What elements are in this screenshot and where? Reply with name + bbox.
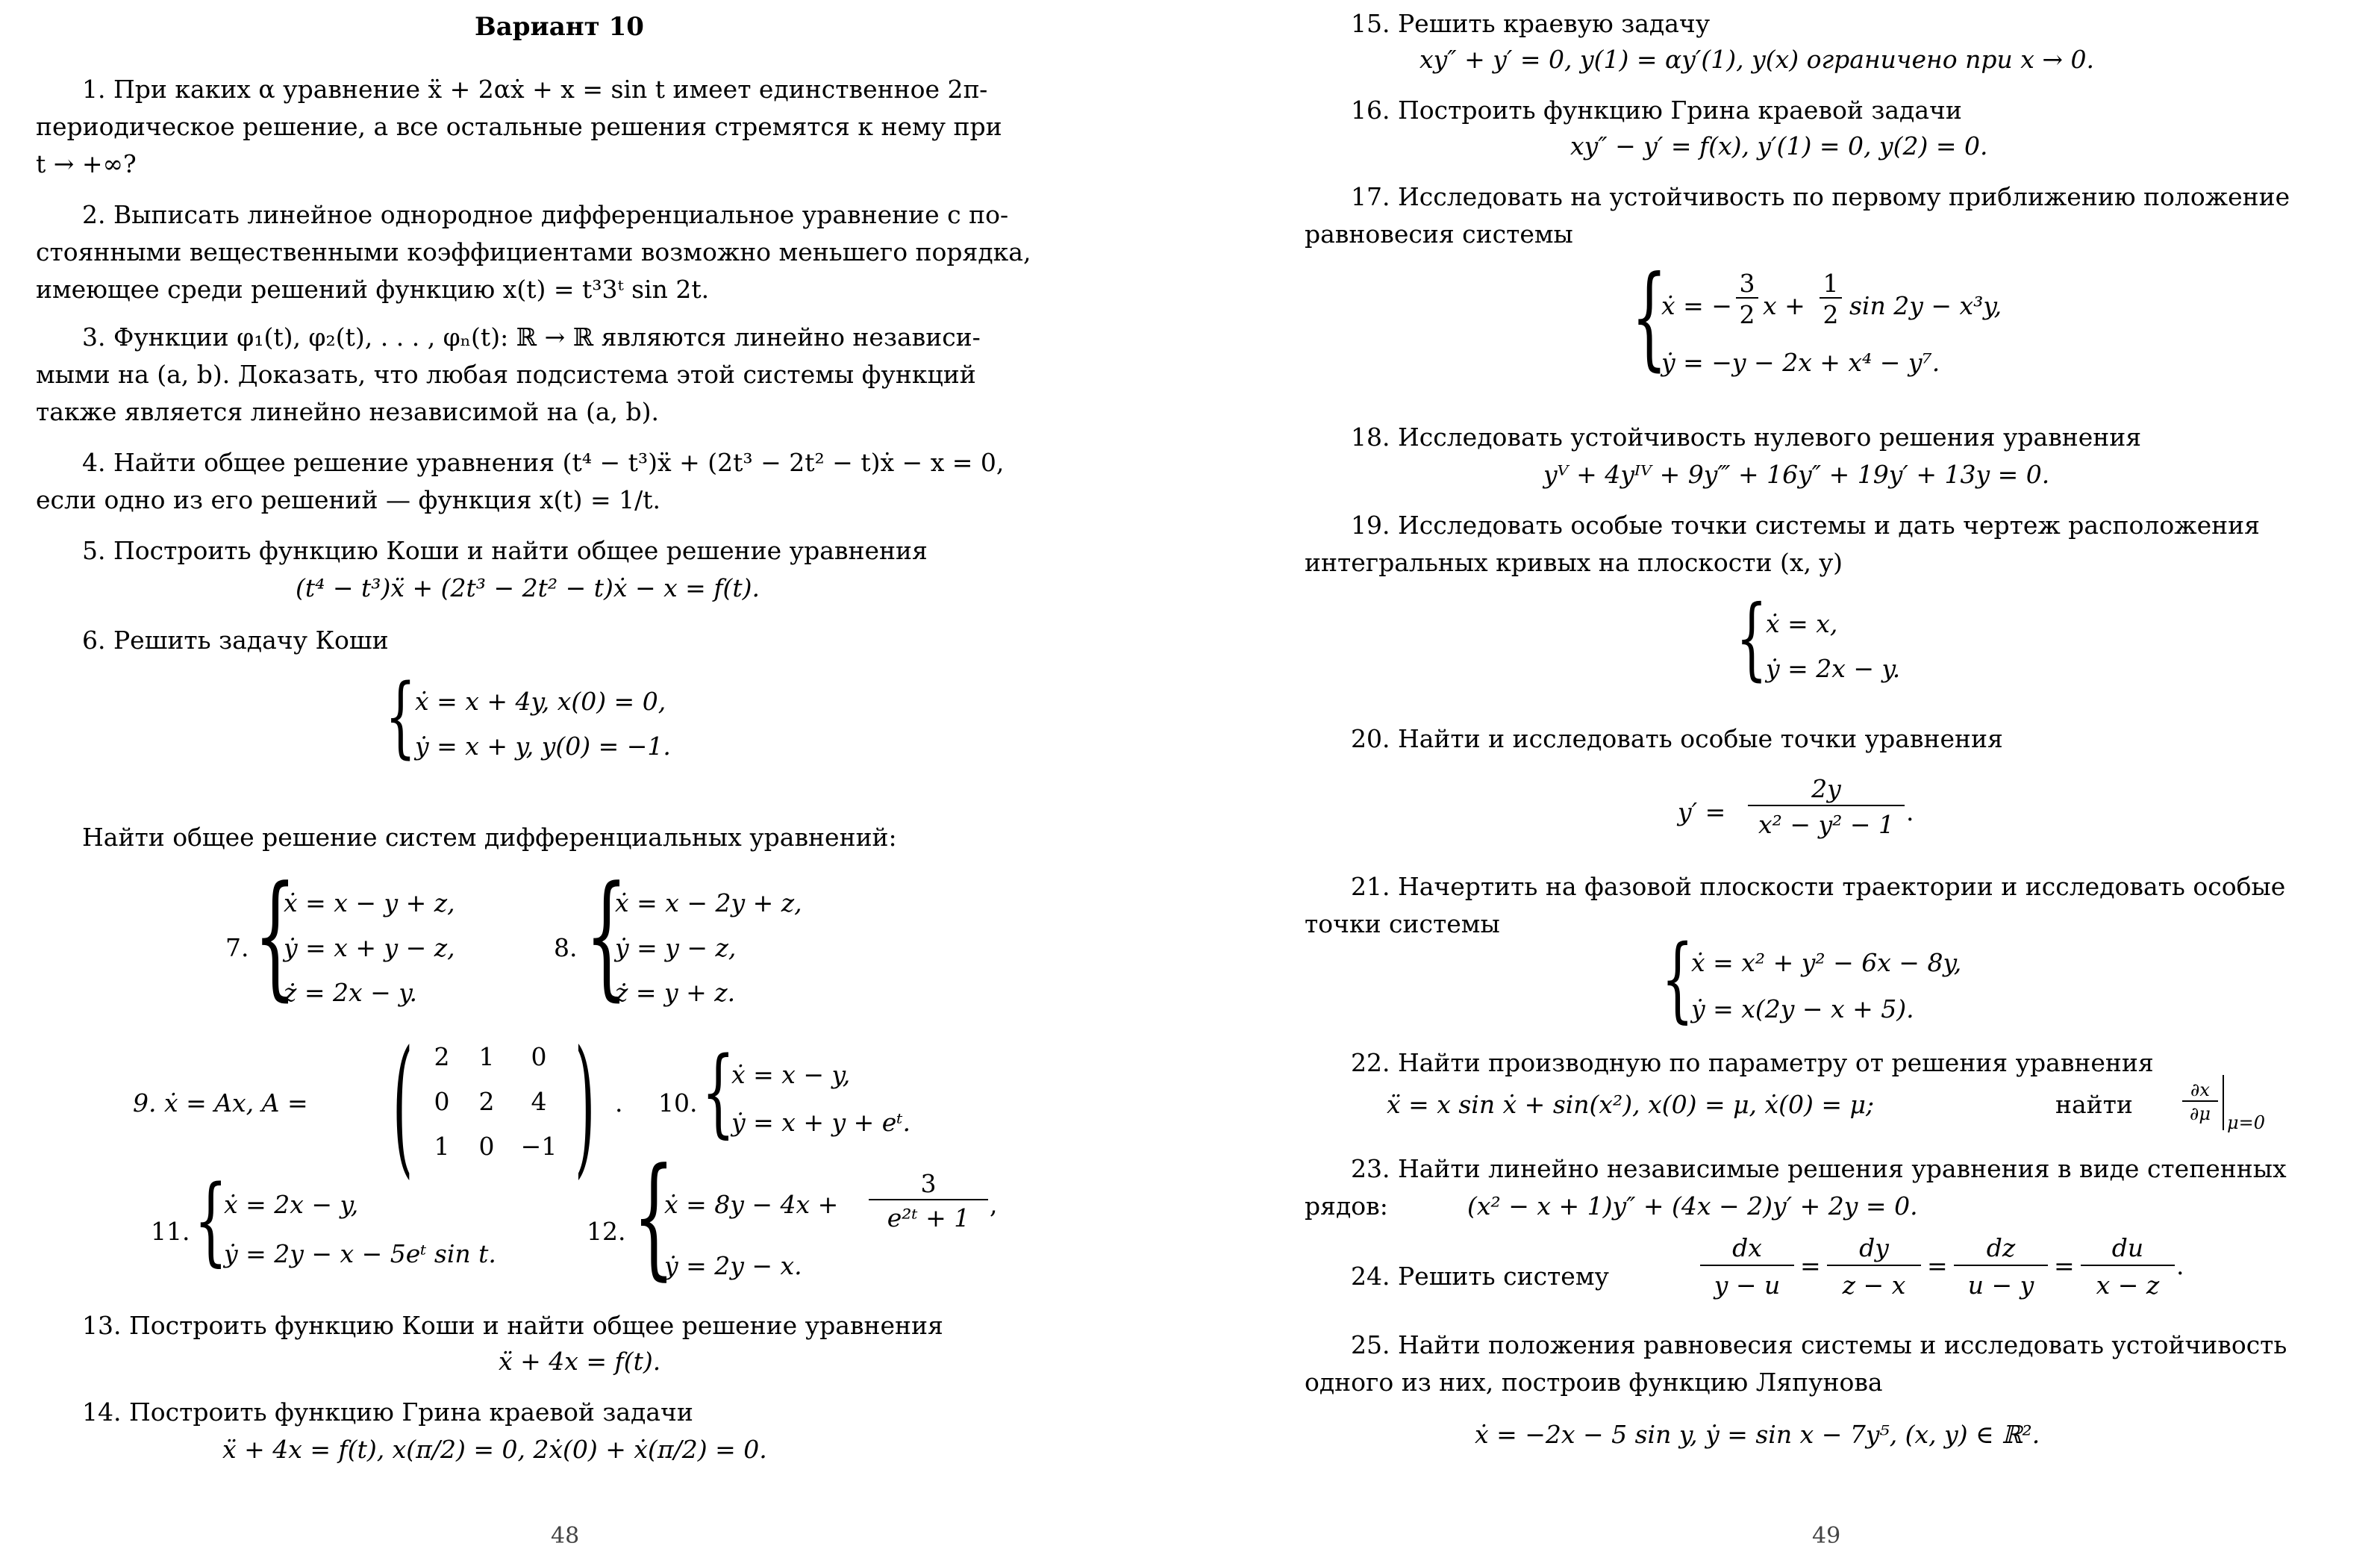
fraction-denominator: z − x <box>1842 1271 1906 1300</box>
matrix-right-paren: ) <box>575 1019 596 1193</box>
problem-22-frac-num: ∂x <box>2182 1079 2218 1102</box>
problem-10-number: 10. <box>658 1088 698 1118</box>
matrix-A <box>419 1042 576 1176</box>
problem-23-line-1: 23. Найти линейно независимые решения уравнения в виде степенных <box>1351 1154 2287 1183</box>
problem-19-eq-1: ẋ = x, <box>1766 609 1838 638</box>
fraction-denominator: x − z <box>2096 1271 2160 1300</box>
matrix-cell: 0 <box>531 1042 547 1071</box>
problem-16-line-1: 16. Построить функцию Грина краевой задачи <box>1351 96 1962 125</box>
problem-12-fraction-numerator: 3 <box>869 1169 988 1200</box>
problem-19-brace: { <box>1736 587 1767 691</box>
matrix-cell: 2 <box>478 1087 495 1116</box>
problem-4-line-2: если одно из его решений — функция x(t) = 1/t. <box>36 485 660 514</box>
page-number-left: 48 <box>551 1523 580 1549</box>
problem-22-subscript: μ=0 <box>2227 1112 2265 1133</box>
problem-22-line-1: 22. Найти производную по параметру от решения уравнения <box>1351 1048 2154 1077</box>
problem-14-equation: ẍ + 4x = f(t), x(π/2) = 0, 2ẋ(0) + ẋ(π/2) = 0. <box>222 1435 767 1464</box>
problem-7-number: 7. <box>225 933 249 962</box>
fraction-numerator: dy <box>1827 1232 1921 1266</box>
problem-12-eq-2: ẏ = 2y − x. <box>664 1251 802 1280</box>
matrix-left-paren: ( <box>393 1019 413 1193</box>
period: . <box>2176 1251 2184 1280</box>
problem-8-eq-1: ẋ = x − 2y + z, <box>615 888 802 917</box>
equals-sign: = <box>2054 1251 2075 1280</box>
problem-23-line-2: рядов: <box>1305 1191 1388 1221</box>
fraction-numerator: dx <box>1700 1232 1794 1266</box>
problem-9-text: 9. ẋ = Ax, A = <box>133 1088 308 1118</box>
fraction-denominator: u − y <box>1967 1271 2034 1300</box>
problem-1-line-2: периодическое решение, а все остальные решения стремятся к нему при <box>36 112 1002 141</box>
problem-17-frac-num: 1 <box>1820 270 1842 299</box>
problem-12-eq-1: ẋ = 8y − 4x + <box>664 1190 839 1219</box>
problem-22-equation: ẍ = x sin ẋ + sin(x²), x(0) = μ, ẋ(0) = μ; <box>1387 1090 1875 1119</box>
problem-12-comma: , <box>990 1190 998 1219</box>
problem-20-end: . <box>1906 797 1914 826</box>
problem-17-line-2: равновесия системы <box>1305 219 1573 249</box>
problem-25-equation: ẋ = −2x − 5 sin y, ẏ = sin x − 7y⁵, (x, y) ∈ ℝ². <box>1475 1420 2040 1449</box>
problem-5-line-1: 5. Построить функцию Коши и найти общее решение уравнения <box>82 536 928 565</box>
problem-18-line-1: 18. Исследовать устойчивость нулевого решения уравнения <box>1351 423 2142 452</box>
problem-7-eq-2: ẏ = x + y − z, <box>284 933 455 962</box>
problem-21-line-1: 21. Начертить на фазовой плоскости траектории и исследовать особые <box>1351 872 2286 901</box>
fraction-numerator: du <box>2081 1232 2175 1266</box>
problem-12-number: 12. <box>587 1217 626 1246</box>
problem-11-eq-2: ẏ = 2y − x − 5eᵗ sin t. <box>224 1239 496 1268</box>
fraction-denominator: y − u <box>1714 1271 1781 1300</box>
problem-5-equation: (t⁴ − t³)ẍ + (2t³ − 2t² − t)ẋ − x = f(t). <box>296 573 760 602</box>
problem-2-line-1: 2. Выписать линейное однородное дифференциальное уравнение с по- <box>82 200 1009 229</box>
problem-10-brace: { <box>702 1037 735 1148</box>
problem-15-equation: xy″ + y′ = 0, y(1) = αy′(1), y(x) ограничено при x → 0. <box>1419 45 2094 74</box>
problem-19-line-1: 19. Исследовать особые точки системы и дать чертеж расположения <box>1351 511 2260 540</box>
problem-4-line-1: 4. Найти общее решение уравнения (t⁴ − t³)ẍ + (2t³ − 2t² − t)ẋ − x = 0, <box>82 448 1005 477</box>
problem-2-line-3: имеющее среди решений функцию x(t) = t³3ᵗ sin 2t. <box>36 275 710 304</box>
problem-17-eq-1-part: x + <box>1763 291 1805 320</box>
problem-8-eq-2: ẏ = y − z, <box>615 933 737 962</box>
page-number-right: 49 <box>1812 1523 1841 1549</box>
problem-12-fraction-denominator: e²ᵗ + 1 <box>887 1203 970 1232</box>
problem-11-eq-1: ẋ = 2x − y, <box>224 1190 359 1219</box>
problem-8-eq-3: ż = y + z. <box>615 978 736 1007</box>
problem-9-end: . <box>615 1088 623 1118</box>
problem-12-brace: { <box>633 1140 675 1293</box>
problem-25-line-2: одного из них, построив функцию Ляпунова <box>1305 1368 1883 1397</box>
problem-16-equation: xy″ − y′ = f(x), y′(1) = 0, y(2) = 0. <box>1570 131 1988 160</box>
problem-2-line-2: стоянными вещественными коэффициентами возможно меньшего порядка, <box>36 237 1031 267</box>
problem-21-line-2: точки системы <box>1305 909 1500 938</box>
problem-17-line-1: 17. Исследовать на устойчивость по первому приближению положение <box>1351 182 2290 211</box>
problem-17-eq-1-part: sin 2y − x³y, <box>1849 291 2002 320</box>
problem-17-eq-2: ẏ = −y − 2x + x⁴ − y⁷. <box>1661 348 1940 377</box>
problem-23-equation: (x² − x + 1)y″ + (4x − 2)y′ + 2y = 0. <box>1467 1191 1918 1221</box>
matrix-cell: 0 <box>478 1132 495 1161</box>
problem-7-eq-3: ż = 2x − y. <box>284 978 418 1007</box>
problem-17-frac-num: 3 <box>1736 270 1758 299</box>
problem-25-line-1: 25. Найти положения равновесия системы и исследовать устойчивость <box>1351 1330 2287 1359</box>
problem-17-eq-1-part: ẋ = − <box>1661 291 1732 320</box>
problem-20-numerator: 2y <box>1748 773 1905 806</box>
matrix-cell: 0 <box>434 1087 450 1116</box>
problem-20-line-1: 20. Найти и исследовать особые точки уравнения <box>1351 724 2003 753</box>
problem-7-eq-1: ẋ = x − y + z, <box>284 888 455 917</box>
problem-19-eq-2: ẏ = 2x − y. <box>1766 654 1901 683</box>
problem-8-number: 8. <box>554 933 578 962</box>
problem-3-line-1: 3. Функции φ₁(t), φ₂(t), . . . , φₙ(t): ℝ → ℝ являются линейно независи- <box>82 322 981 352</box>
problem-18-equation: yⱽ + 4yᴵⱽ + 9y‴ + 16y″ + 19y′ + 13y = 0. <box>1543 460 2050 489</box>
problem-24-line-1: 24. Решить систему <box>1351 1262 1609 1291</box>
problem-1-line-1: 1. При каких α уравнение ẍ + 2αẋ + x = sin t имеет единственное 2π- <box>82 75 988 104</box>
problem-14-line-1: 14. Построить функцию Грина краевой задачи <box>82 1397 693 1427</box>
problem-21-brace: { <box>1661 926 1694 1033</box>
problem-13-equation: ẍ + 4x = f(t). <box>499 1347 661 1376</box>
systems-intro: Найти общее решение систем дифференциальных уравнений: <box>82 823 897 852</box>
problem-17-brace: { <box>1631 252 1667 382</box>
problem-1-line-3: t → +∞? <box>36 149 137 178</box>
evaluation-bar <box>2223 1075 2224 1130</box>
fraction-numerator: dz <box>1954 1232 2048 1266</box>
problem-17-frac-den: 2 <box>1739 300 1755 329</box>
problem-3-line-3: также является линейно независимой на (a, b). <box>36 397 659 426</box>
problem-21-eq-1: ẋ = x² + y² − 6x − 8y, <box>1691 948 1962 977</box>
problem-17-frac-den: 2 <box>1823 300 1839 329</box>
problem-20-denominator: x² − y² − 1 <box>1758 810 1894 839</box>
problem-8-brace: { <box>585 858 628 1014</box>
problem-21-eq-2: ẏ = x(2y − x + 5). <box>1691 994 1914 1023</box>
matrix-cell: −1 <box>520 1132 557 1161</box>
problem-6-eq-1: ẋ = x + 4y, x(0) = 0, <box>415 687 666 716</box>
matrix-cell: 2 <box>434 1042 450 1071</box>
problem-6-eq-2: ẏ = x + y, y(0) = −1. <box>415 732 671 761</box>
problem-3-line-2: мыми на (a, b). Доказать, что любая подсистема этой системы функций <box>36 360 976 389</box>
matrix-cell: 1 <box>434 1132 450 1161</box>
page-title: Вариант 10 <box>475 12 644 42</box>
problem-22-frac-den: ∂μ <box>2189 1103 2211 1124</box>
problem-22-find: найти <box>2055 1090 2133 1119</box>
problem-6-brace: { <box>385 664 416 767</box>
problem-11-number: 11. <box>151 1217 190 1246</box>
equals-sign: = <box>1927 1251 1948 1280</box>
problem-10-eq-2: ẏ = x + y + eᵗ. <box>731 1108 911 1137</box>
problem-20-lhs: y′ = <box>1678 797 1726 826</box>
equals-sign: = <box>1800 1251 1821 1280</box>
matrix-cell: 1 <box>478 1042 495 1071</box>
problem-6-line-1: 6. Решить задачу Коши <box>82 626 389 655</box>
problem-13-line-1: 13. Построить функцию Коши и найти общее решение уравнения <box>82 1311 943 1340</box>
problem-10-eq-1: ẋ = x − y, <box>731 1060 851 1089</box>
problem-19-line-2: интегральных кривых на плоскости (x, y) <box>1305 548 1843 577</box>
problem-7-brace: { <box>254 858 297 1014</box>
matrix-cell: 4 <box>531 1087 547 1116</box>
problem-15-line-1: 15. Решить краевую задачу <box>1351 9 1711 38</box>
problem-11-brace: { <box>194 1165 228 1277</box>
